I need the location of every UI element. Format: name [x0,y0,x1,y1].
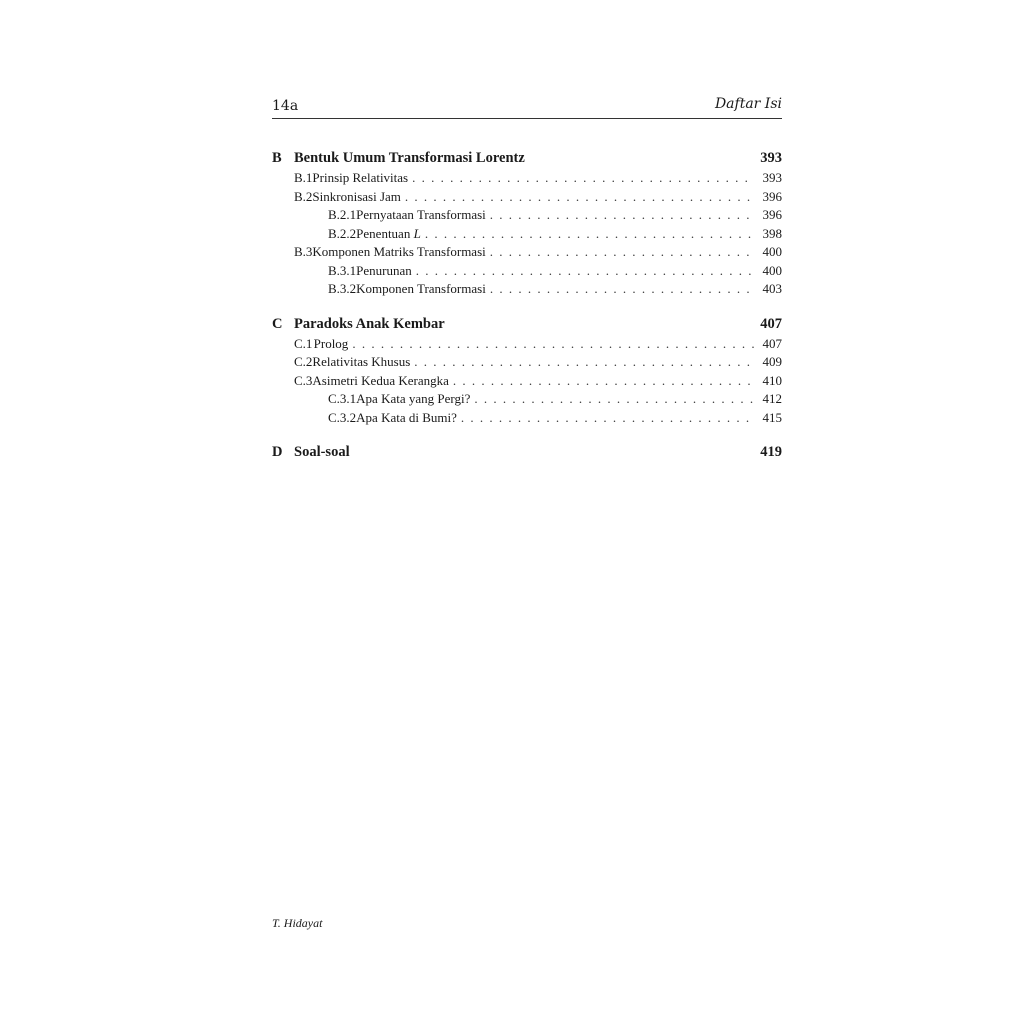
entry-page: 396 [762,188,782,204]
entry-number: C.3.2 [328,409,357,425]
entry-title: Prolog [313,335,349,351]
toc-entry[interactable] [272,410,782,429]
entry-number: B.2 [294,188,313,204]
chapter-page: 419 [760,444,782,460]
entry-title: Komponen Matriks Transformasi [312,244,486,259]
dot-leader [474,391,754,407]
entry-title: Penentuan L [356,225,421,241]
page-header [272,96,782,119]
entry-number: B.2.2 [328,225,357,241]
dot-leader [414,354,754,370]
toc-entry[interactable] [272,373,782,392]
toc-entry[interactable] [272,336,782,355]
entry-number: B.3 [294,244,313,259]
toc-entry[interactable] [272,189,782,208]
entry-page: 412 [762,391,782,406]
toc-entry[interactable] [272,226,782,245]
entry-page: 400 [762,262,782,278]
dot-leader [425,226,754,242]
entry-title: Sinkronisasi Jam [312,188,401,204]
dot-leader [412,170,754,186]
toc-entry[interactable] [272,170,782,189]
entry-page: 407 [762,335,782,351]
chapter-title: Soal-soal [294,444,350,460]
entry-page: 410 [762,372,782,388]
chapter-gap [272,300,782,316]
toc-entry[interactable] [272,354,782,373]
dot-leader [461,410,754,426]
entry-number: C.3.1 [328,391,357,406]
dot-leader [490,244,754,260]
entry-title: Asimetri Kedua Kerangka [312,372,449,388]
toc-entry[interactable] [272,244,782,263]
dot-leader [453,373,754,389]
entry-title: Apa Kata yang Pergi? [356,391,471,406]
entry-page: 403 [762,281,782,296]
chapter-letter: C [272,315,283,332]
chapter-gap [272,428,782,444]
entry-page: 400 [762,244,782,259]
dot-leader [490,281,754,297]
entry-number: C.2 [294,354,313,369]
entry-page: 409 [762,354,782,369]
table-of-contents [272,150,782,464]
entry-page: 396 [762,207,782,222]
dot-leader [352,336,754,352]
entry-page: 415 [762,409,782,425]
toc-entry[interactable] [272,391,782,410]
toc-chapter[interactable] [272,444,782,464]
entry-page: 398 [762,225,782,241]
dot-leader [405,189,754,205]
entry-title: Pernyataan Transformasi [356,207,486,222]
page-number: 14a [272,98,299,114]
dot-leader [416,263,754,279]
chapter-page: 393 [760,150,782,166]
entry-title: Prinsip Relativitas [312,170,409,185]
entry-number: B.3.1 [328,262,357,278]
running-title: Daftar Isi [714,96,782,112]
entry-title: Penurunan [356,262,412,278]
toc-chapter[interactable] [272,316,782,336]
toc-entry[interactable] [272,263,782,282]
entry-page: 393 [762,170,782,185]
entry-number: B.2.1 [328,207,357,222]
toc-entry[interactable] [272,281,782,300]
entry-number: C.3 [294,372,313,388]
chapter-letter: D [272,444,283,460]
entry-number: C.1 [294,335,313,351]
chapter-title: Paradoks Anak Kembar [294,315,445,332]
toc-entry[interactable] [272,207,782,226]
chapter-page: 407 [760,315,782,332]
entry-title: Komponen Transformasi [356,281,486,296]
entry-title: Apa Kata di Bumi? [356,409,457,425]
chapter-letter: B [272,150,282,166]
entry-title: Relativitas Khusus [312,354,411,369]
entry-number: B.3.2 [328,281,357,296]
dot-leader [490,207,754,223]
footer-author: T. Hidayat [272,916,323,930]
toc-chapter[interactable] [272,150,782,170]
entry-number: B.1 [294,170,313,185]
chapter-title: Bentuk Umum Transformasi Lorentz [294,150,525,166]
